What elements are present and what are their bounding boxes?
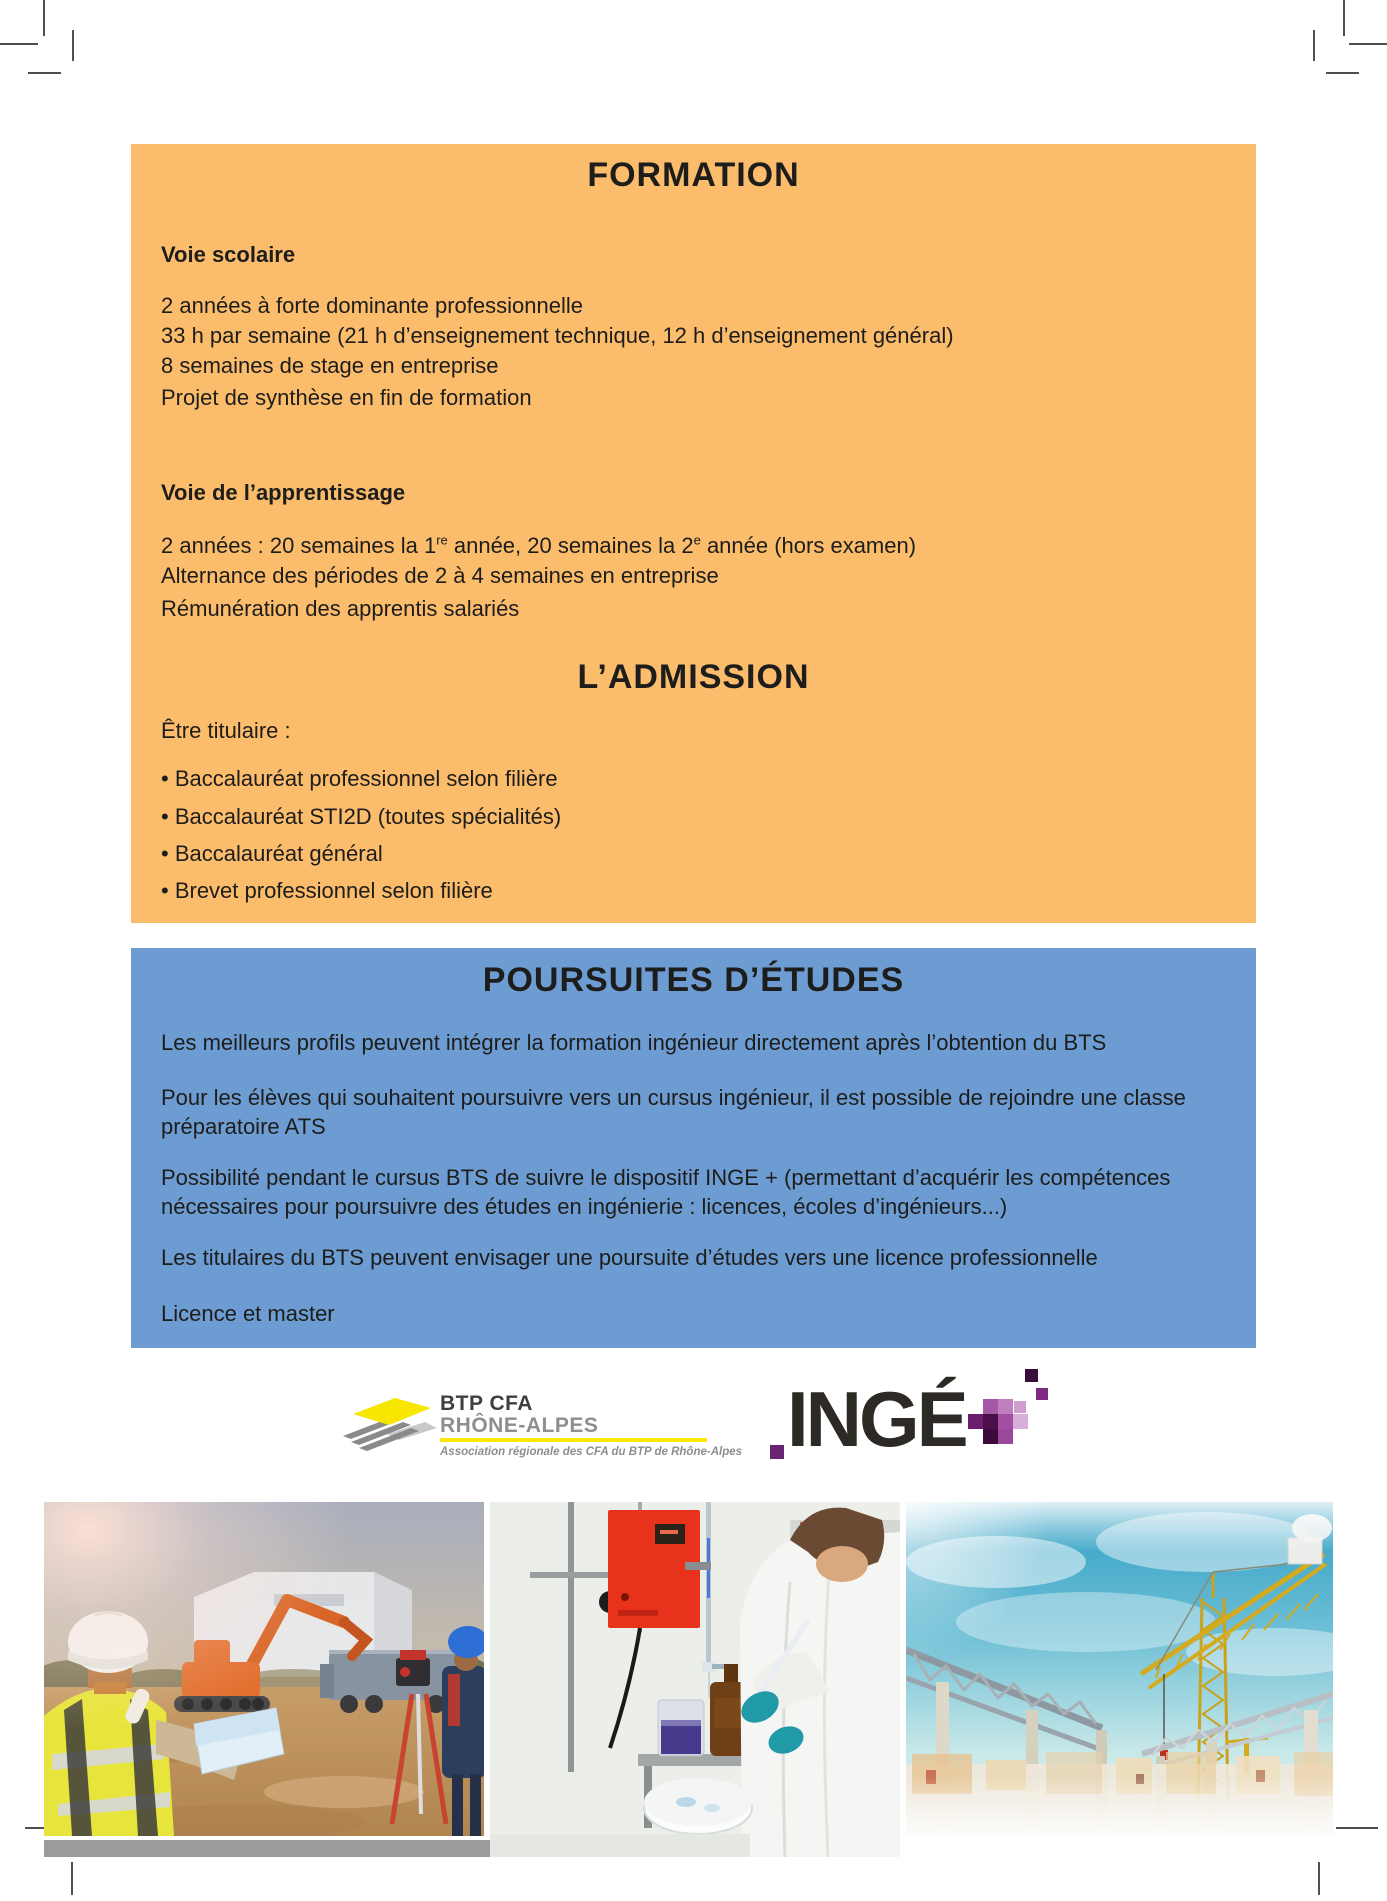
voie-scolaire-heading: Voie scolaire (161, 242, 296, 267)
apprentissage-line-1 (161, 531, 1226, 561)
voie-scolaire-lines (161, 291, 1226, 381)
ordinal-superscript: e (693, 532, 701, 548)
scolaire-line: 33 h par semaine (21 h d’enseignement technique, 12 h d’enseignement général) (161, 323, 954, 348)
crop-mark-top-right-v (1343, 0, 1345, 36)
laboratory-titration-photo (490, 1502, 900, 1857)
admission-intro: Être titulaire : (161, 718, 291, 743)
btp-logo-yellow-rule (440, 1438, 707, 1442)
crop-mark-top-left-h (0, 43, 38, 45)
formation-title: FORMATION (587, 156, 800, 194)
poursuites-title: POURSUITES D’ÉTUDES (482, 961, 905, 999)
remuneration-line: Rémunération des apprentis salariés (161, 596, 520, 621)
crop-mark-top-left-inner-h (28, 72, 61, 74)
poursuites-paragraph-5: Licence et master (161, 1301, 335, 1326)
btp-cfa-logo (337, 1390, 743, 1468)
poursuites-panel (131, 948, 1256, 1348)
apprentissage-line-2: Alternance des périodes de 2 à 4 semaines en entreprise (161, 563, 719, 588)
paragraph-line: Pour les élèves qui souhaitent poursuivre vers un cursus ingénieur, il est possible de rejoindre une classe (161, 1085, 1186, 1110)
petri-dish-illustration (644, 1778, 752, 1834)
admission-bullet: • Baccalauréat général (161, 841, 383, 866)
crop-mark-top-right-inner-v (1313, 30, 1315, 61)
crop-mark-bottom-left-v (71, 1862, 73, 1895)
apprentissage-line-part: 2 années : 20 semaines la 1 (161, 533, 437, 558)
crop-mark-top-right-h (1349, 43, 1387, 45)
poursuites-paragraph-1: Les meilleurs profils peuvent intégrer la formation ingénieur directement après l’obtention du BTS (161, 1030, 1107, 1055)
bottom-gray-bar (44, 1840, 493, 1857)
admission-bullet: • Baccalauréat professionnel selon filière (161, 766, 558, 791)
scolaire-projet-line: Projet de synthèse en fin de formation (161, 385, 532, 410)
crop-mark-bottom-right-h (1336, 1827, 1378, 1829)
inge-plus-logo (768, 1365, 1068, 1470)
scolaire-line: 2 années à forte dominante professionnelle (161, 293, 583, 318)
apprentissage-lines (161, 531, 1226, 591)
admission-bullet: • Brevet professionnel selon filière (161, 878, 493, 903)
formation-panel (131, 144, 1256, 923)
crop-mark-top-right-inner-h (1326, 72, 1359, 74)
paragraph-line: nécessaires pour poursuivre des études en ingénierie : licences, écoles d’ingénieurs...) (161, 1194, 1008, 1219)
btp-cfa-logo-icon (337, 1392, 437, 1456)
poursuites-paragraph-3 (161, 1163, 1226, 1221)
tower-crane-illustration (906, 1502, 1333, 1836)
crop-mark-bottom-right-v (1318, 1862, 1320, 1895)
voie-apprentissage-heading: Voie de l’apprentissage (161, 480, 406, 505)
apprentissage-line-part: année (hors examen) (700, 533, 917, 558)
ordinal-superscript: re (436, 532, 448, 548)
tower-crane-construction-photo (906, 1502, 1333, 1836)
construction-site-illustration (44, 1502, 484, 1836)
btp-logo-line1: BTP CFA (440, 1392, 533, 1415)
paragraph-line: préparatoire ATS (161, 1114, 326, 1139)
paragraph-line: Possibilité pendant le cursus BTS de suivre le dispositif INGE + (permettant d’acquérir les compétences (161, 1165, 1171, 1190)
crop-mark-top-left-v (43, 0, 45, 36)
crop-mark-top-left-inner-v (72, 30, 74, 61)
scolaire-line: 8 semaines de stage en entreprise (161, 353, 499, 378)
btp-logo-line2: RHÔNE-ALPES (440, 1414, 599, 1437)
apprentissage-line-part: année, 20 semaines la 2 (447, 533, 694, 558)
laboratory-illustration (490, 1502, 900, 1857)
poursuites-paragraph-4: Les titulaires du BTS peuvent envisager une poursuite d’études vers une licence professionnelle (161, 1245, 1098, 1270)
admission-title: L’ADMISSION (577, 658, 810, 696)
btp-logo-tagline: Association régionale des CFA du BTP de Rhône-Alpes (440, 1446, 743, 1458)
inge-logo-dot-icon (770, 1445, 784, 1459)
construction-site-surveyors-photo (44, 1502, 484, 1836)
poursuites-paragraph-2 (161, 1083, 1226, 1141)
admission-bullet: • Baccalauréat STI2D (toutes spécialités) (161, 804, 562, 829)
inge-logo-text: INGÉ (787, 1375, 966, 1463)
